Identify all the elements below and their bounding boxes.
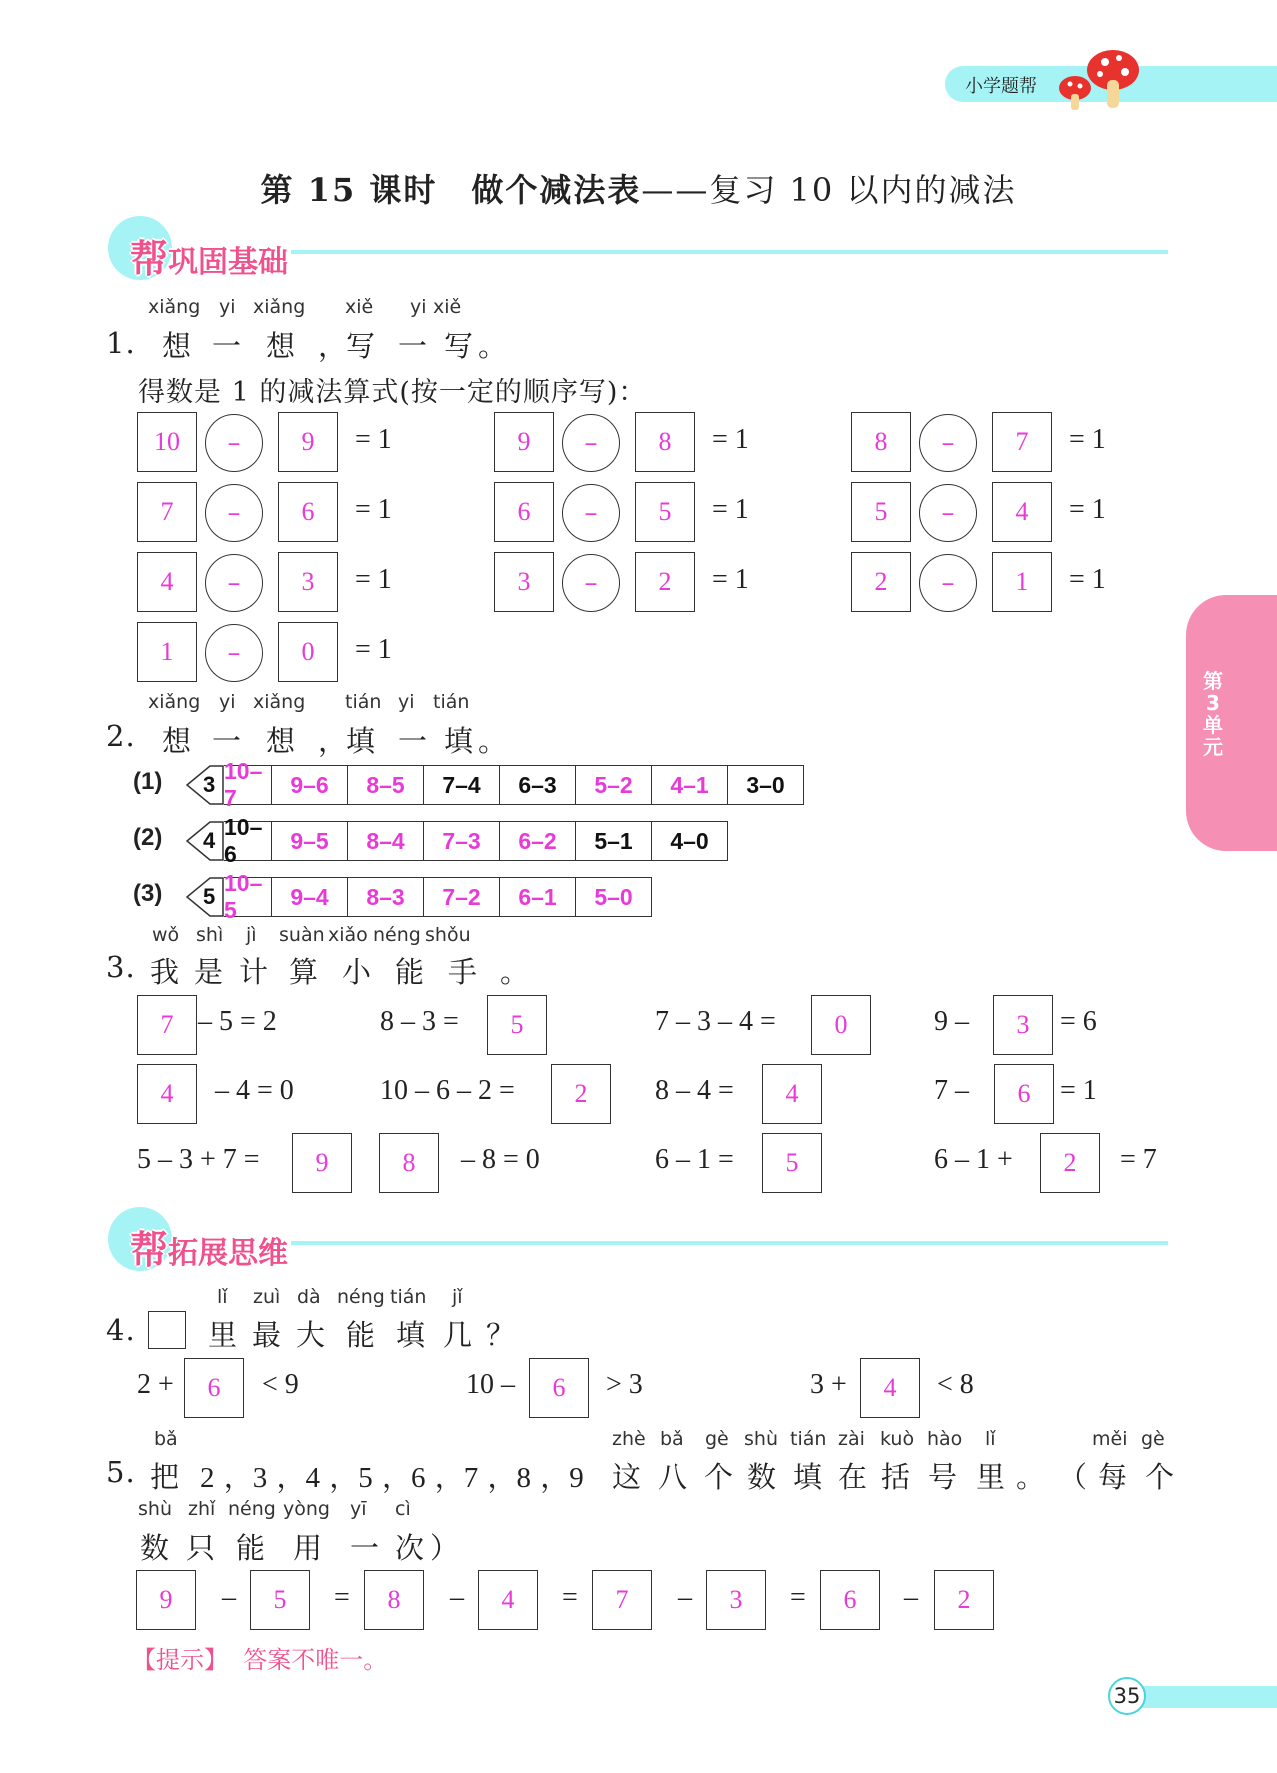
chain-cell: 4–1: [652, 765, 728, 805]
q1-number: 1.: [106, 326, 136, 360]
expr-prefix: 6 – 1 =: [655, 1144, 734, 1175]
pinyin: zuì: [253, 1286, 281, 1308]
expr-prefix: 2 +: [137, 1369, 174, 1400]
q5-start: 把: [150, 1460, 181, 1494]
pinyin: yòng: [283, 1498, 330, 1520]
title-char: 数: [140, 1531, 171, 1565]
pinyin: bǎ: [660, 1428, 684, 1450]
q1-instruction: 得数是 1 的减法算式(按一定的顺序写)：: [138, 377, 647, 408]
answer-box: 0: [811, 995, 871, 1055]
title-char: 只: [186, 1531, 217, 1565]
minuend-box: 8: [851, 412, 911, 472]
title-char: 填: [793, 1460, 824, 1494]
expr-prefix: 8 – 3 =: [380, 1006, 459, 1037]
minuend-box: 1: [137, 622, 197, 682]
chain-tip: [186, 821, 224, 861]
title-char: 八: [658, 1460, 689, 1494]
operator: =: [790, 1582, 806, 1613]
title-char: 一: [398, 329, 429, 363]
expr-suffix: < 9: [262, 1369, 299, 1400]
title-char: 想: [162, 724, 193, 758]
title-char: 号: [928, 1460, 959, 1494]
title-char: 每: [1098, 1460, 1129, 1494]
title-char: ，: [318, 724, 349, 758]
operator-circle: –: [919, 414, 977, 472]
answer-box: 9: [292, 1133, 352, 1193]
pinyin: xiǎng: [148, 691, 201, 713]
title-char: 里: [976, 1460, 1007, 1494]
subtrahend-box: 2: [635, 552, 695, 612]
pinyin: zhǐ: [188, 1498, 216, 1520]
pinyin: yī: [350, 1498, 367, 1520]
title-char: 想: [266, 329, 297, 363]
pinyin: lǐ: [217, 1286, 228, 1308]
title-char: 写: [346, 329, 377, 363]
chain-cell: 3–0: [728, 765, 804, 805]
title-char: 填: [444, 724, 475, 758]
chain-cell: 6–2: [500, 821, 576, 861]
subtrahend-box: 8: [635, 412, 695, 472]
answer-box: 3: [706, 1570, 766, 1630]
answer-box: 2: [934, 1570, 994, 1630]
title-char: 里: [208, 1318, 239, 1352]
chain-cell: 10–7: [224, 765, 272, 805]
title-char: 大: [296, 1318, 327, 1352]
chain-cell: 4–0: [652, 821, 728, 861]
title-char: 在: [838, 1460, 869, 1494]
answer-box: 6: [529, 1358, 589, 1418]
operator: –: [678, 1582, 692, 1613]
operator-circle: –: [562, 554, 620, 612]
pinyin: kuò: [880, 1428, 915, 1450]
operator: –: [904, 1582, 918, 1613]
expr-suffix: – 4 = 0: [215, 1075, 294, 1106]
pinyin: shù: [138, 1498, 172, 1520]
title-char: 填: [346, 724, 377, 758]
subtrahend-box: 5: [635, 482, 695, 542]
answer-box: 5: [250, 1570, 310, 1630]
title-main: 第 15 课时 做个减法表: [260, 171, 642, 209]
expr-suffix: = 1: [1060, 1075, 1097, 1106]
chain-cell: 9–5: [272, 821, 348, 861]
operator-circle: –: [562, 414, 620, 472]
pinyin: xiǎng: [148, 296, 201, 318]
section-header-basics: [108, 216, 1168, 282]
result-text: = 1: [1069, 494, 1106, 525]
page-bar: [1130, 1686, 1277, 1708]
title-char: 能: [395, 955, 426, 989]
pinyin: shù: [744, 1428, 778, 1450]
operator-circle: –: [205, 414, 263, 472]
chain-tip: [186, 765, 224, 805]
section-line: [291, 250, 1168, 254]
answer-box: 5: [762, 1133, 822, 1193]
result-text: = 1: [712, 494, 749, 525]
expr-prefix: 10 – 6 – 2 =: [380, 1075, 515, 1106]
section-header-extension: [108, 1207, 1168, 1273]
title-char: 。: [1016, 1460, 1047, 1494]
result-text: = 1: [1069, 424, 1106, 455]
answer-box: 2: [551, 1064, 611, 1124]
title-char: 能: [346, 1318, 377, 1352]
hint-text: 答案不唯一。: [243, 1646, 388, 1674]
pinyin: yi: [410, 296, 427, 318]
expr-suffix: < 8: [937, 1369, 974, 1400]
title-char: 个: [704, 1460, 735, 1494]
chain-cell: 8–5: [348, 765, 424, 805]
brand-text: 小学题帮: [965, 76, 1037, 97]
expr-prefix: 5 – 3 + 7 =: [137, 1144, 260, 1175]
chain-tip-value: 5: [203, 884, 216, 909]
pinyin: měi: [1092, 1428, 1128, 1450]
minuend-box: 5: [851, 482, 911, 542]
pinyin: jì: [246, 924, 257, 946]
result-text: = 1: [355, 564, 392, 595]
answer-box: 7: [137, 995, 197, 1055]
pinyin: bǎ: [154, 1428, 178, 1450]
q2-number: 2.: [106, 719, 136, 753]
expr-suffix: = 7: [1120, 1144, 1157, 1175]
mushroom-icon: [1055, 44, 1145, 114]
operator: =: [334, 1582, 350, 1613]
pinyin: tián: [345, 691, 382, 713]
title-char: 。: [500, 955, 531, 989]
answer-box: 4: [478, 1570, 538, 1630]
operator: =: [562, 1582, 578, 1613]
chain-cell: 7–3: [424, 821, 500, 861]
hint: [132, 1640, 387, 1675]
pinyin: xiǎo: [328, 924, 368, 946]
operator-circle: –: [205, 554, 263, 612]
pinyin: gè: [705, 1428, 729, 1450]
answer-box: 4: [860, 1358, 920, 1418]
title-char: 一: [398, 724, 429, 758]
chain-cell: 5–0: [576, 877, 652, 917]
subtrahend-box: 0: [278, 622, 338, 682]
title-sub: ——复习 10 以内的减法: [641, 171, 1017, 209]
subtrahend-box: 4: [992, 482, 1052, 542]
pinyin: suàn: [279, 924, 325, 946]
page-number: 35: [1108, 1677, 1146, 1715]
section-label: 帮巩固基础: [130, 237, 289, 281]
title-char: 个: [1145, 1460, 1176, 1494]
q3-number: 3.: [106, 950, 136, 984]
title-char: 是: [194, 955, 225, 989]
answer-box: 4: [137, 1064, 197, 1124]
title-char: 想: [266, 724, 297, 758]
pinyin: gè: [1141, 1428, 1165, 1450]
result-text: = 1: [712, 564, 749, 595]
expr-suffix: – 8 = 0: [461, 1144, 540, 1175]
pinyin: néng: [228, 1498, 276, 1520]
title-char: 。: [478, 329, 509, 363]
result-text: = 1: [1069, 564, 1106, 595]
answer-box: 4: [762, 1064, 822, 1124]
answer-box: 8: [364, 1570, 424, 1630]
operator-circle: –: [562, 484, 620, 542]
q5-number: 5.: [106, 1455, 136, 1489]
chain-cell: 6–3: [500, 765, 576, 805]
expr-suffix: = 6: [1060, 1006, 1097, 1037]
minuend-box: 3: [494, 552, 554, 612]
title-char: 这: [612, 1460, 643, 1494]
pinyin: dà: [297, 1286, 321, 1308]
pinyin: tián: [433, 691, 470, 713]
answer-box: 3: [993, 995, 1053, 1055]
operator: –: [450, 1582, 464, 1613]
answer-box: 7: [592, 1570, 652, 1630]
pinyin: zhè: [612, 1428, 646, 1450]
expr-suffix: > 3: [606, 1369, 643, 1400]
q4-empty-box: [148, 1311, 186, 1349]
minuend-box: 7: [137, 482, 197, 542]
chain-tip-value: 4: [203, 828, 216, 853]
pinyin: xiǎng: [253, 691, 306, 713]
minuend-box: 4: [137, 552, 197, 612]
minuend-box: 9: [494, 412, 554, 472]
pinyin: wǒ: [152, 924, 180, 946]
number-chain: [186, 758, 804, 811]
title-char: 最: [252, 1318, 283, 1352]
answer-box: 6: [994, 1064, 1054, 1124]
pinyin: zài: [838, 1428, 865, 1450]
result-text: = 1: [355, 634, 392, 665]
expr-prefix: 10 –: [466, 1369, 515, 1400]
pinyin: cì: [395, 1498, 411, 1520]
title-char: 用: [293, 1531, 324, 1565]
chain-label: (1): [133, 768, 163, 795]
expr-suffix: – 5 = 2: [198, 1006, 277, 1037]
chain-cell: 8–3: [348, 877, 424, 917]
title-char: 一: [212, 329, 243, 363]
chain-cell: 9–4: [272, 877, 348, 917]
chain-cell: 6–1: [500, 877, 576, 917]
operator-circle: –: [205, 484, 263, 542]
chain-cell: 10–5: [224, 877, 272, 917]
chain-cell: 7–2: [424, 877, 500, 917]
chain-cell: 7–4: [424, 765, 500, 805]
title-char: 填: [396, 1318, 427, 1352]
title-char: 一: [350, 1531, 381, 1565]
title-char: 几: [443, 1318, 474, 1352]
pinyin: jǐ: [452, 1286, 463, 1308]
subtrahend-box: 6: [278, 482, 338, 542]
operator: –: [222, 1582, 236, 1613]
pinyin: néng: [373, 924, 421, 946]
q5-numbers: 2 ，3 ，4 ，5 ，6 ，7 ，8 ，9: [200, 1462, 584, 1494]
title-char: 算: [289, 955, 320, 989]
subtrahend-box: 1: [992, 552, 1052, 612]
operator-circle: –: [919, 484, 977, 542]
minuend-box: 6: [494, 482, 554, 542]
number-chain: [186, 870, 652, 923]
answer-box: 8: [379, 1133, 439, 1193]
title-char: 能: [236, 1531, 267, 1565]
result-text: = 1: [712, 424, 749, 455]
pinyin: tián: [390, 1286, 427, 1308]
title-char: 我: [150, 955, 181, 989]
title-char: 想: [162, 329, 193, 363]
expr-prefix: 8 – 4 =: [655, 1075, 734, 1106]
answer-box: 6: [184, 1358, 244, 1418]
title-char: （: [1058, 1460, 1089, 1494]
operator-circle: –: [919, 554, 977, 612]
q4-number: 4.: [106, 1313, 136, 1347]
pinyin: tián: [790, 1428, 827, 1450]
pinyin: shì: [196, 924, 224, 946]
title-char: 小: [342, 955, 373, 989]
chain-label: (2): [133, 824, 163, 851]
subtrahend-box: 3: [278, 552, 338, 612]
title-char: 计: [239, 955, 270, 989]
pinyin: xiǎng: [253, 296, 306, 318]
pinyin: yi: [219, 296, 236, 318]
title-char: ）: [430, 1531, 461, 1565]
unit-tab-label: 第3单元: [1203, 669, 1223, 759]
pinyin: xiě: [433, 296, 462, 318]
section-label: 帮拓展思维: [130, 1228, 289, 1272]
title-char: ，: [318, 329, 349, 363]
subtrahend-box: 7: [992, 412, 1052, 472]
minuend-box: 10: [137, 412, 197, 472]
expr-prefix: 7 – 3 – 4 =: [655, 1006, 776, 1037]
title-char: 手: [448, 955, 479, 989]
section-line: [291, 1241, 1168, 1245]
title-char: 。: [478, 724, 509, 758]
chain-tip-value: 3: [203, 772, 216, 797]
pinyin: yi: [398, 691, 415, 713]
minuend-box: 2: [851, 552, 911, 612]
title-char: 一: [212, 724, 243, 758]
chain-cell: 8–4: [348, 821, 424, 861]
pinyin: lǐ: [985, 1428, 996, 1450]
expr-prefix: 6 – 1 +: [934, 1144, 1013, 1175]
expr-prefix: 7 –: [934, 1075, 969, 1106]
answer-box: 5: [487, 995, 547, 1055]
title-char: 数: [747, 1460, 778, 1494]
title-char: ？: [486, 1318, 517, 1352]
expr-prefix: 9 –: [934, 1006, 969, 1037]
number-chain: [186, 814, 728, 867]
subtrahend-box: 9: [278, 412, 338, 472]
answer-box: 6: [820, 1570, 880, 1630]
chain-cell: 5–1: [576, 821, 652, 861]
pinyin: néng: [337, 1286, 385, 1308]
title-char: 括: [881, 1460, 912, 1494]
pinyin: xiě: [345, 296, 374, 318]
result-text: = 1: [355, 494, 392, 525]
pinyin: yi: [219, 691, 236, 713]
chain-tip: [186, 877, 224, 917]
pinyin: shǒu: [425, 924, 471, 946]
pinyin: hào: [927, 1428, 963, 1450]
chain-cell: 10–6: [224, 821, 272, 861]
chain-label: (3): [133, 880, 163, 907]
title-char: 次: [395, 1531, 426, 1565]
lesson-title: [0, 165, 1277, 211]
chain-cell: 5–2: [576, 765, 652, 805]
answer-box: 2: [1040, 1133, 1100, 1193]
title-char: 写: [444, 329, 475, 363]
expr-prefix: 3 +: [810, 1369, 847, 1400]
chain-cell: 9–6: [272, 765, 348, 805]
result-text: = 1: [355, 424, 392, 455]
hint-label: 【提示】: [132, 1646, 228, 1674]
operator-circle: –: [205, 624, 263, 682]
answer-box: 9: [136, 1570, 196, 1630]
